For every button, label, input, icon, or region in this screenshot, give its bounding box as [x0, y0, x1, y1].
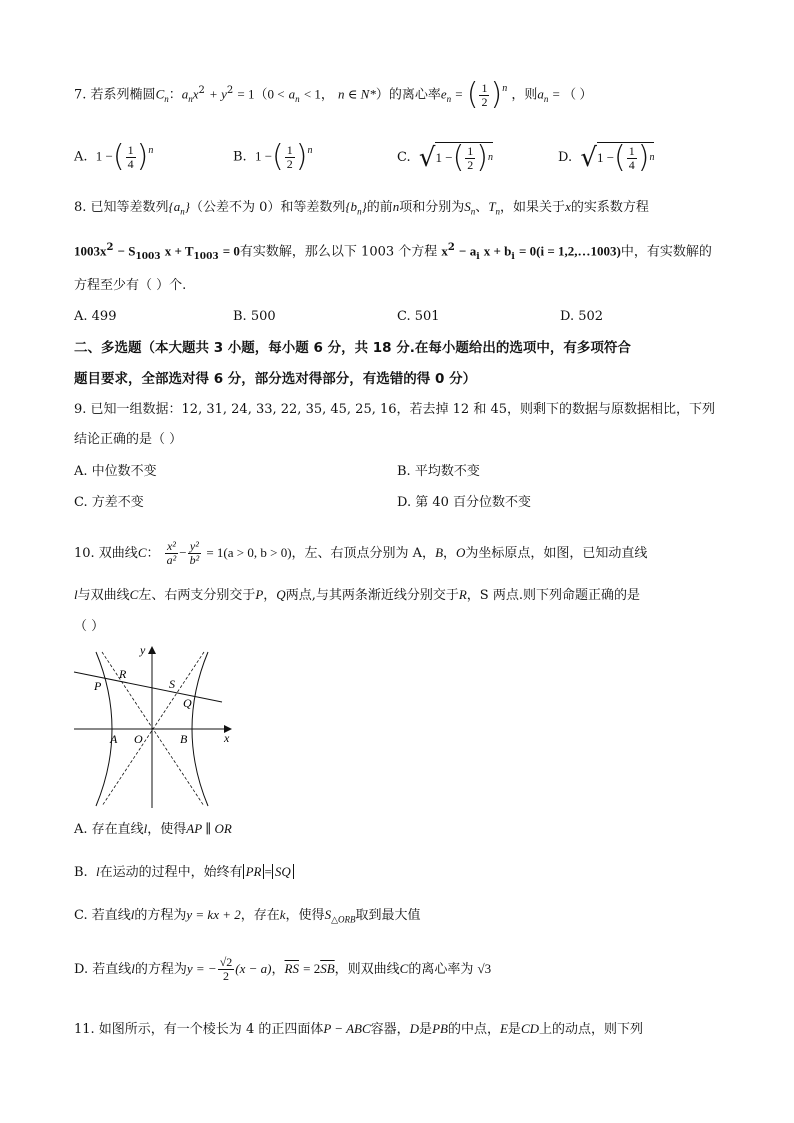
q10-line1: 10. 双曲线C： $\frac{\text{x²}}{\text{a²}}$ − $\frac{\text{y²}}{\text{b²}}$ = 1(a > 0, b > 0)，左、右顶点分别为 A，B，O为坐标原点，如图，已知动直线 [74, 539, 648, 567]
q9-option-a[interactable]: A. 中位数不变 [74, 464, 157, 479]
q10-option-d[interactable]: D. 若直线l的方程为y = − $\frac{√2}{2}$ (x − a)，$\overline{RS} = 2\overline{SB}$，则双曲线C的离心率为 √3 [74, 955, 492, 983]
q10-line2: l与双曲线C左、右两支分别交于P，Q两点,与其两条渐近线分别交于R，S 两点.则下列命题正确的是 [74, 587, 640, 603]
q8-line2: $1003x^2 - S_{1003}$ $x + T_{1003} = 0$有实数解，那么以下 1003 个方程 $x^2 - a_i$ $x + b_i = 0(i$ = 1,2,…1003)中，有实数解的 [74, 242, 712, 262]
q7-option-b[interactable]: B. 1 −( $\frac{1}{2}$ )$^n$ [233, 139, 313, 174]
label-R: R [119, 667, 127, 681]
y-axis-arrow [148, 646, 156, 654]
label-Q: Q [183, 696, 192, 710]
q7-option-d[interactable]: D. √ 1 − ( $\frac{1}{4}$ ) n [558, 140, 655, 175]
q11-line1: 11. 如图所示，有一个棱长为 4 的正四面体P − ABC容器，D是PB的中点，E是CD上的动点，则下列 [74, 1021, 644, 1037]
q10-option-a[interactable]: A. 存在直线l，使得AP ∥ OR [74, 821, 232, 837]
label-y: y [140, 643, 146, 657]
q9-line2: 结论正确的是（ ） [74, 432, 183, 447]
q8-option-d[interactable]: D. 502 [560, 309, 604, 324]
label-P: P [94, 679, 102, 693]
q9-option-d[interactable]: D. 第 40 百分位数不变 [397, 495, 532, 510]
q9-option-b[interactable]: B. 平均数不变 [397, 464, 480, 479]
q10-option-b[interactable]: B. l在运动的过程中，始终有 PR = SQ [74, 863, 294, 882]
q10-option-c[interactable]: C. 若直线l的方程为y = kx + 2，存在k，使得$S_{\triangle ORB}$取到最大值 [74, 907, 421, 925]
q8-line3: 方程至少有（ ）个. [74, 278, 187, 293]
q9-option-c[interactable]: C. 方差不变 [74, 495, 144, 510]
label-S: S [169, 677, 175, 691]
label-B: B [180, 732, 188, 746]
q10-line3: （ ） [74, 619, 105, 634]
hyperbola-figure [70, 640, 240, 812]
q9-line1: 9. 已知一组数据：12, 31, 24, 33, 22, 35, 45, 25, 16，若去掉 12 和 45，则剩下的数据与原数据相比，下列 [74, 402, 716, 417]
q7-option-c[interactable]: C. √ 1 − ( $\frac{1}{2}$ ) n [397, 140, 493, 175]
label-x: x [224, 731, 230, 745]
q8-line1: 8. 已知等差数列$\{a_n\}$（公差不为 0）和等差数列$\{b_n\}$的前n项和分别为$S_n$、$T_n$，如果关于x的实系数方程 [74, 199, 649, 217]
q8-option-c[interactable]: C. 501 [397, 309, 440, 324]
label-O: O [134, 732, 143, 746]
q7-stem: 7. 若系列椭圆$C_n$：$a_nx^2 + y^2 = 1(0 < a_n < 1$， n ∈ N*）的离心率$e_n$ = ( $\frac{1}{2}$ )$^n$ ，则$a_n$ = （ ） [74, 77, 593, 112]
q8-option-a[interactable]: A. 499 [74, 309, 117, 324]
q7-option-a[interactable]: A. 1 −( $\frac{1}{4}$ )$^n$ [74, 139, 154, 174]
label-A: A [110, 732, 118, 746]
section2-heading-line2: 题目要求，全部选对得 6 分，部分选对得部分，有选错的得 0 分） [74, 371, 477, 387]
section2-heading-line1: 二、多选题（本大题共 3 小题，每小题 6 分，共 18 分.在每小题给出的选项中，有多项符合 [74, 340, 631, 356]
q8-option-b[interactable]: B. 500 [233, 309, 276, 324]
